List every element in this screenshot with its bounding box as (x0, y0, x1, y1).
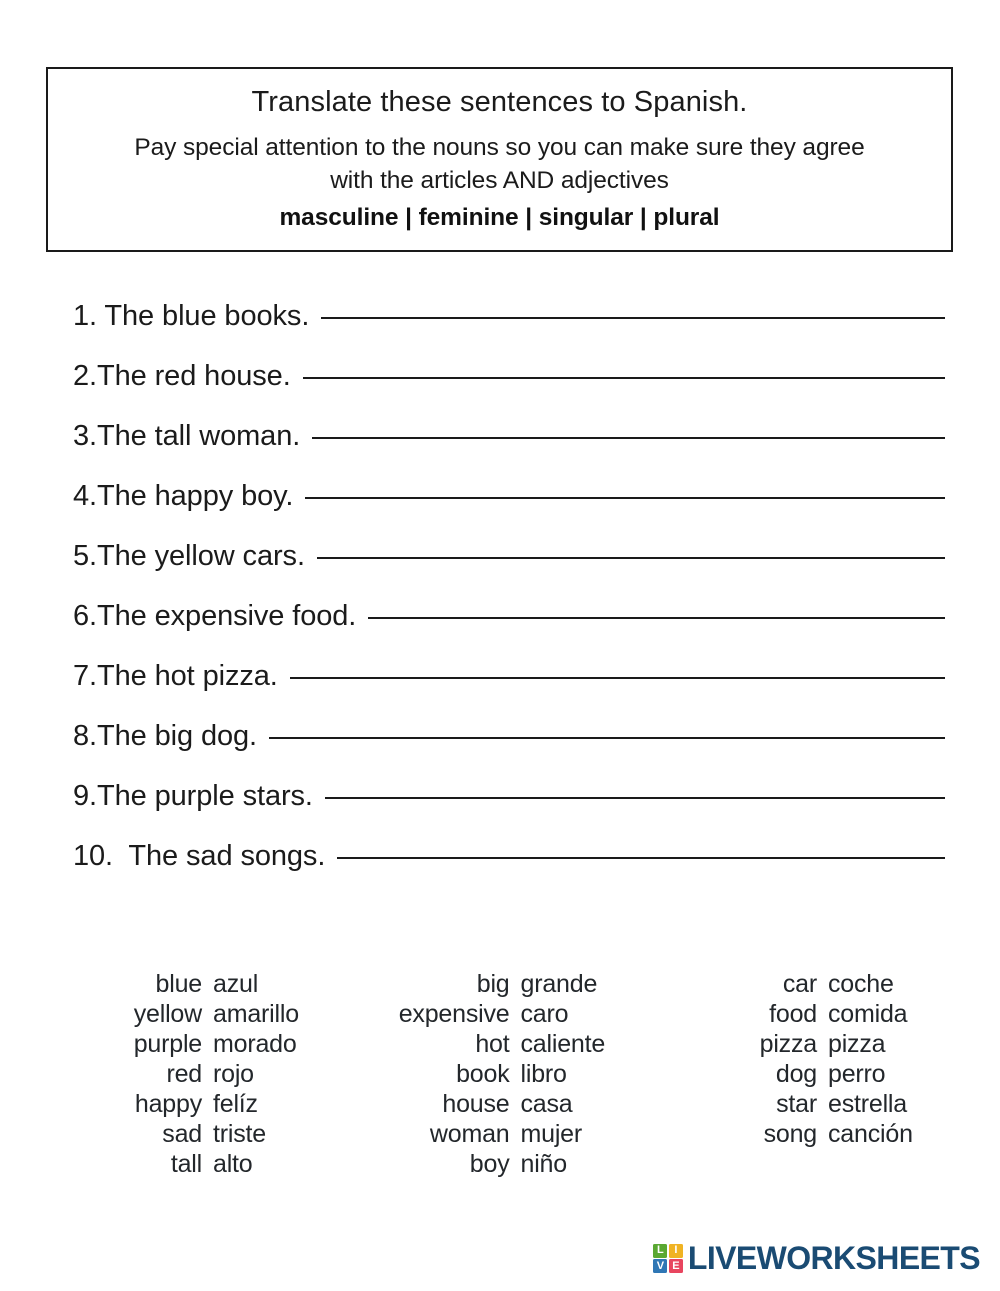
question-row (73, 660, 945, 720)
live-tiles-icon (653, 1244, 683, 1274)
vocabulary-row (396, 1120, 651, 1150)
vocabulary-row (396, 1090, 651, 1120)
logo-wordmark: LIVEWORKSHEETS (687, 1240, 980, 1276)
vocabulary-english: pizza (759, 1030, 817, 1058)
question-text: 3.The tall woman. (73, 420, 301, 452)
vocabulary-column (73, 970, 323, 1180)
vocabulary-english: boy (469, 1150, 510, 1178)
worksheet-title: Translate these sentences to Spanish. (251, 86, 748, 118)
answer-blank[interactable] (325, 797, 945, 799)
vocabulary-english: book (456, 1060, 510, 1088)
vocabulary-row (73, 1090, 323, 1120)
tile-l: L (653, 1244, 667, 1258)
grammar-categories: masculine | feminine | singular | plural (279, 204, 720, 232)
vocabulary-english: happy (134, 1090, 202, 1118)
vocabulary-spanish: caliente (520, 1030, 606, 1058)
question-text: 9.The purple stars. (73, 780, 313, 812)
vocabulary-row (396, 1060, 651, 1090)
vocabulary-english: star (776, 1090, 817, 1118)
vocabulary-english: car (782, 970, 817, 998)
vocabulary-english: woman (429, 1120, 510, 1148)
question-text: 4.The happy boy. (73, 480, 294, 512)
question-row (73, 360, 945, 420)
question-row (73, 540, 945, 600)
question-text: 2.The red house. (73, 360, 291, 392)
vocabulary-row (396, 1000, 651, 1030)
vocabulary-spanish: azul (213, 970, 259, 998)
vocabulary-english: house (442, 1090, 510, 1118)
answer-blank[interactable] (305, 497, 945, 499)
answer-blank[interactable] (303, 377, 945, 379)
vocabulary-row (73, 1120, 323, 1150)
vocabulary-spanish: libro (520, 1060, 567, 1088)
vocabulary-spanish: canción (828, 1120, 913, 1148)
vocabulary-english: hot (475, 1030, 510, 1058)
vocabulary-spanish: estrella (828, 1090, 907, 1118)
vocabulary-row (73, 1060, 323, 1090)
vocabulary-key (73, 970, 953, 1180)
question-row (73, 780, 945, 840)
vocabulary-row (73, 1030, 323, 1060)
vocabulary-spanish: triste (213, 1120, 266, 1148)
question-row (73, 600, 945, 660)
vocabulary-spanish: perro (828, 1060, 886, 1088)
vocabulary-english: big (476, 970, 510, 998)
question-row (73, 480, 945, 540)
vocabulary-english: tall (170, 1150, 202, 1178)
answer-blank[interactable] (312, 437, 945, 439)
question-row (73, 720, 945, 780)
vocabulary-english: song (763, 1120, 817, 1148)
vocabulary-english: sad (162, 1120, 202, 1148)
vocabulary-english: food (769, 1000, 817, 1028)
answer-blank[interactable] (290, 677, 945, 679)
answer-blank[interactable] (368, 617, 945, 619)
vocabulary-row (73, 1150, 323, 1180)
vocabulary-row (396, 1030, 651, 1060)
answer-blank[interactable] (321, 317, 945, 319)
vocabulary-row (723, 1060, 953, 1090)
tile-i: I (669, 1244, 683, 1258)
question-row (73, 840, 945, 900)
answer-blank[interactable] (269, 737, 945, 739)
question-row (73, 420, 945, 480)
question-text: 5.The yellow cars. (73, 540, 305, 572)
vocabulary-spanish: rojo (213, 1060, 254, 1088)
liveworksheets-logo[interactable] (653, 1240, 980, 1277)
tile-e: E (669, 1259, 683, 1273)
vocabulary-row (73, 1000, 323, 1030)
instruction-line-1: Pay special attention to the nouns so you can make sure they agree (134, 134, 865, 162)
vocabulary-row (723, 1000, 953, 1030)
vocabulary-spanish: amarillo (213, 1000, 299, 1028)
vocabulary-english: red (166, 1060, 202, 1088)
question-text: 8.The big dog. (73, 720, 258, 752)
instruction-line-2: with the articles AND adjectives (330, 166, 669, 194)
question-text: 1. The blue books. (73, 300, 310, 332)
vocabulary-row (396, 970, 651, 1000)
vocabulary-row (396, 1150, 651, 1180)
question-text: 7.The hot pizza. (73, 660, 278, 692)
vocabulary-row (73, 970, 323, 1000)
question-text: 6.The expensive food. (73, 600, 357, 632)
vocabulary-row (723, 1120, 953, 1150)
vocabulary-row (723, 1030, 953, 1060)
vocabulary-english: yellow (133, 1000, 202, 1028)
vocabulary-column (396, 970, 651, 1180)
vocabulary-spanish: alto (213, 1150, 253, 1178)
vocabulary-spanish: pizza (828, 1030, 886, 1058)
vocabulary-english: purple (133, 1030, 202, 1058)
tile-v: V (653, 1259, 667, 1273)
vocabulary-column (723, 970, 953, 1180)
vocabulary-english: blue (155, 970, 202, 998)
vocabulary-spanish: comida (828, 1000, 908, 1028)
questions-list (73, 300, 945, 900)
vocabulary-spanish: coche (828, 970, 894, 998)
vocabulary-english: expensive (398, 1000, 510, 1028)
vocabulary-spanish: caro (520, 1000, 569, 1028)
question-text: 10. The sad songs. (73, 840, 326, 872)
vocabulary-spanish: morado (213, 1030, 297, 1058)
vocabulary-spanish: mujer (520, 1120, 583, 1148)
vocabulary-row (723, 970, 953, 1000)
vocabulary-spanish: grande (520, 970, 598, 998)
question-row (73, 300, 945, 360)
answer-blank[interactable] (317, 557, 945, 559)
vocabulary-spanish: casa (520, 1090, 573, 1118)
answer-blank[interactable] (337, 857, 945, 859)
vocabulary-spanish: niño (520, 1150, 567, 1178)
vocabulary-english: dog (775, 1060, 817, 1088)
instruction-box (46, 67, 953, 252)
vocabulary-spanish: felíz (213, 1090, 258, 1118)
vocabulary-row (723, 1090, 953, 1120)
